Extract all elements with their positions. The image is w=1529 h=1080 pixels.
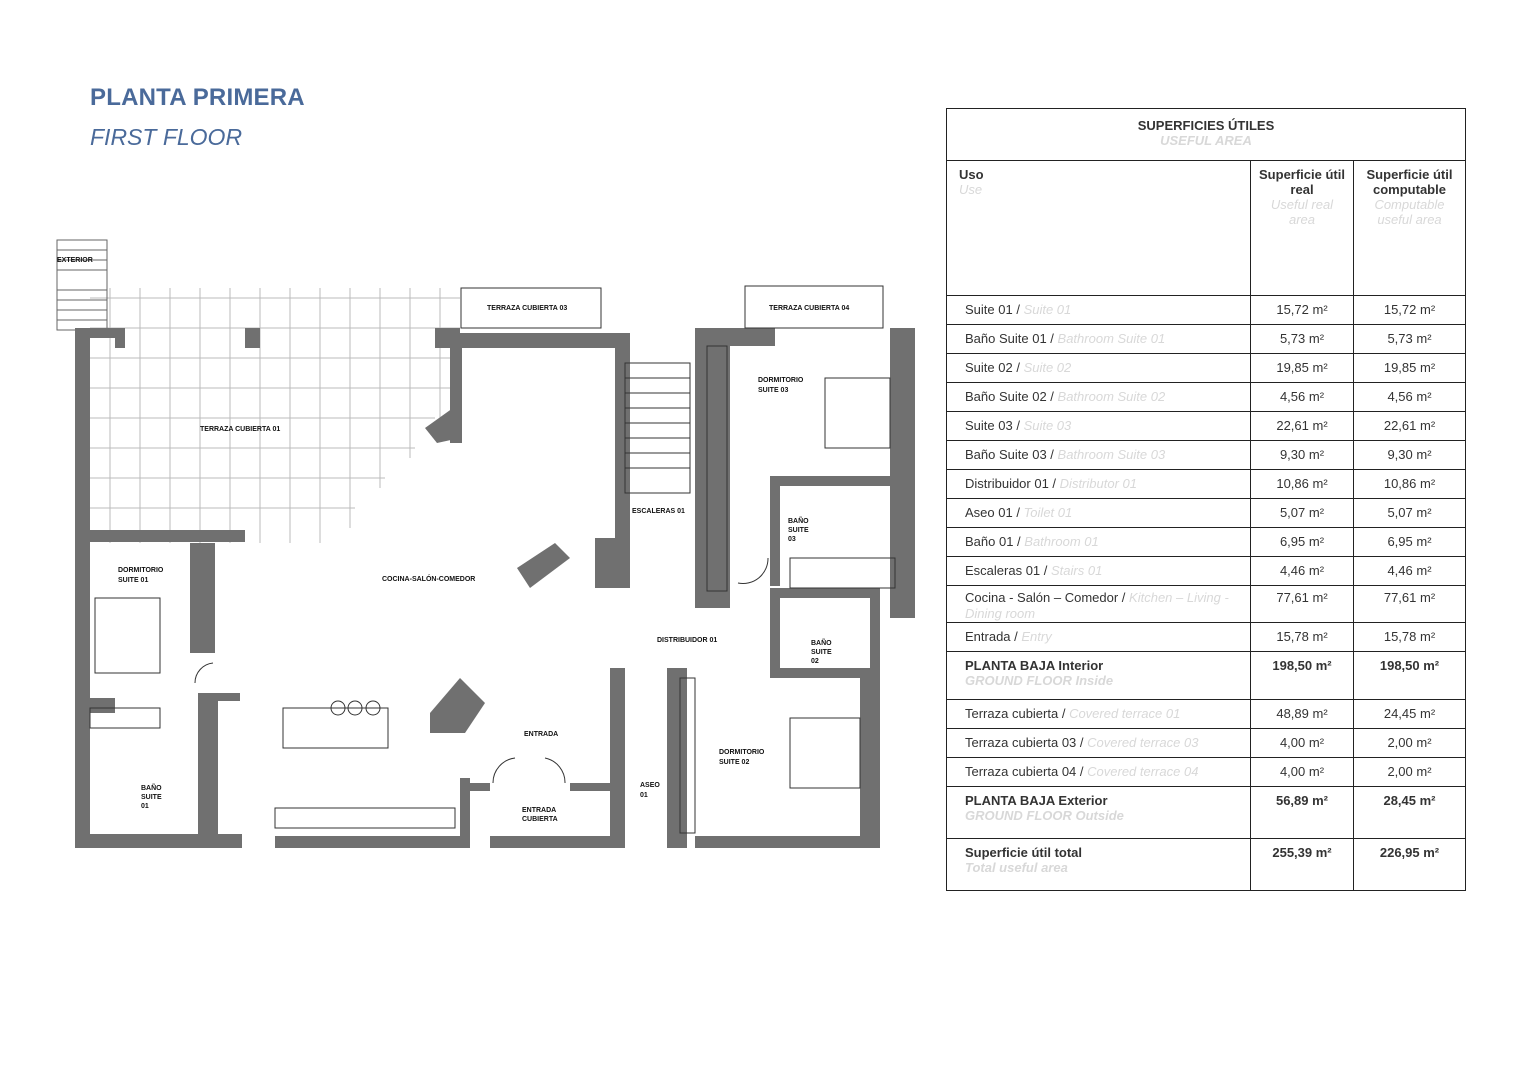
table-row — [947, 729, 1466, 758]
page-subtitle: FIRST FLOOR — [90, 124, 243, 150]
row-use — [947, 296, 1251, 325]
subtotal-interior-real: 198,50 m² — [1251, 652, 1354, 700]
row-use-es: Baño Suite 01 / — [965, 331, 1054, 346]
col-real-label-en: Useful real area — [1270, 197, 1334, 227]
table-row — [947, 325, 1466, 354]
row-comp: 15,72 m² — [1354, 296, 1466, 325]
row-comp: 15,78 m² — [1354, 623, 1466, 652]
row-real: 4,00 m² — [1251, 729, 1354, 758]
row-comp: 19,85 m² — [1354, 354, 1466, 383]
col-comp-label: Superficie útil computable — [1366, 167, 1453, 197]
label-escaleras: ESCALERAS 01 — [632, 508, 685, 515]
row-use — [947, 354, 1251, 383]
row-comp: 24,45 m² — [1354, 700, 1466, 729]
label-terraza-04: TERRAZA CUBIERTA 04 — [769, 305, 850, 312]
total-real: 255,39 m² — [1251, 839, 1354, 891]
label-bano-suite-02-b: SUITE — [811, 649, 832, 656]
table-row — [947, 623, 1466, 652]
row-use-en: Suite 02 — [1023, 360, 1072, 375]
total-row — [947, 839, 1466, 891]
table-row — [947, 470, 1466, 499]
subtotal-interior-label-en: GROUND FLOOR Inside — [965, 673, 1114, 688]
row-comp: 6,95 m² — [1354, 528, 1466, 557]
row-real: 5,73 m² — [1251, 325, 1354, 354]
row-real: 10,86 m² — [1251, 470, 1354, 499]
row-real: 48,89 m² — [1251, 700, 1354, 729]
row-comp: 22,61 m² — [1354, 412, 1466, 441]
table-row — [947, 557, 1466, 586]
col-use-label-en: Use — [959, 182, 983, 197]
table-row — [947, 499, 1466, 528]
row-comp: 5,73 m² — [1354, 325, 1466, 354]
label-bano-suite-03-a: BAÑO — [788, 518, 809, 525]
label-dorm-suite-03-b: SUITE 03 — [758, 387, 789, 394]
row-use-en: Toilet 01 — [1023, 505, 1073, 520]
subtotal-interior-label: PLANTA BAJA Interior — [965, 658, 1104, 673]
table-title-cell — [947, 109, 1466, 161]
floor-plan — [55, 238, 915, 858]
row-real: 9,30 m² — [1251, 441, 1354, 470]
label-terraza-03: TERRAZA CUBIERTA 03 — [487, 305, 568, 312]
row-comp: 4,46 m² — [1354, 557, 1466, 586]
row-use-es: Aseo 01 / — [965, 505, 1020, 520]
row-use-en: Suite 01 — [1023, 302, 1072, 317]
row-use-en: Bathroom Suite 01 — [1057, 331, 1166, 346]
row-use — [947, 441, 1251, 470]
row-use-en: Bathroom Suite 02 — [1057, 389, 1166, 404]
row-use-en: Bathroom Suite 03 — [1057, 447, 1166, 462]
total-label: Superficie útil total — [965, 845, 1083, 860]
row-use-es: Baño Suite 03 / — [965, 447, 1054, 462]
row-comp: 2,00 m² — [1354, 729, 1466, 758]
row-comp: 4,56 m² — [1354, 383, 1466, 412]
row-comp: 9,30 m² — [1354, 441, 1466, 470]
label-cocina: COCINA-SALÓN-COMEDOR — [382, 576, 476, 583]
row-use-en: Covered terrace 04 — [1087, 764, 1199, 779]
exterior-stairs — [57, 240, 107, 330]
row-use-es: Entrada / — [965, 629, 1018, 644]
row-use-es: Suite 02 / — [965, 360, 1020, 375]
row-real: 4,00 m² — [1251, 758, 1354, 787]
subtotal-exterior-label: PLANTA BAJA Exterior — [965, 793, 1108, 808]
row-real: 4,56 m² — [1251, 383, 1354, 412]
row-use — [947, 623, 1251, 652]
label-entrada: ENTRADA — [524, 731, 559, 738]
row-real: 6,95 m² — [1251, 528, 1354, 557]
row-use — [947, 383, 1251, 412]
row-use-es: Terraza cubierta 03 / — [965, 735, 1084, 750]
row-use — [947, 729, 1251, 758]
label-bano-suite-01-a: BAÑO — [141, 785, 162, 792]
terrace-grid — [90, 288, 460, 543]
subtotal-exterior-real: 56,89 m² — [1251, 787, 1354, 839]
row-real: 15,72 m² — [1251, 296, 1354, 325]
row-use-es: Suite 01 / — [965, 302, 1020, 317]
row-real: 22,61 m² — [1251, 412, 1354, 441]
total-comp: 226,95 m² — [1354, 839, 1466, 891]
row-use — [947, 758, 1251, 787]
label-dorm-suite-01-a: DORMITORIO — [118, 567, 164, 574]
label-dorm-suite-03-a: DORMITORIO — [758, 377, 804, 384]
table-row — [947, 412, 1466, 441]
label-dorm-suite-02-a: DORMITORIO — [719, 749, 765, 756]
row-use — [947, 470, 1251, 499]
row-use-en: Kitchen – Living - Dining room — [965, 590, 1229, 621]
subtotal-exterior-comp: 28,45 m² — [1354, 787, 1466, 839]
col-comp-label-en: Computable useful area — [1374, 197, 1445, 227]
col-real-label: Superficie útil real — [1259, 167, 1345, 197]
subtotal-exterior-label-en: GROUND FLOOR Outside — [965, 808, 1124, 823]
label-exterior: EXTERIOR — [57, 257, 93, 264]
table-row — [947, 700, 1466, 729]
label-bano-suite-03-c: 03 — [788, 536, 796, 543]
row-real: 15,78 m² — [1251, 623, 1354, 652]
label-bano-suite-03-b: SUITE — [788, 527, 809, 534]
table-row — [947, 758, 1466, 787]
row-use-es: Terraza cubierta / — [965, 706, 1066, 721]
label-aseo-a: ASEO — [640, 782, 660, 789]
table-row — [947, 383, 1466, 412]
row-use-en: Covered terrace 03 — [1087, 735, 1199, 750]
row-use-es: Terraza cubierta 04 / — [965, 764, 1084, 779]
row-use — [947, 325, 1251, 354]
row-use — [947, 528, 1251, 557]
table-row — [947, 441, 1466, 470]
row-use-es: Suite 03 / — [965, 418, 1020, 433]
row-use-es: Baño 01 / — [965, 534, 1021, 549]
col-use-label: Uso — [959, 167, 984, 182]
table-title: SUPERFICIES ÚTILES — [1137, 118, 1275, 133]
row-use-en: Covered terrace 01 — [1069, 706, 1181, 721]
subtotal-interior-comp: 198,50 m² — [1354, 652, 1466, 700]
row-use-es: Baño Suite 02 / — [965, 389, 1054, 404]
row-use-en: Suite 03 — [1023, 418, 1072, 433]
label-bano-suite-02-c: 02 — [811, 658, 819, 665]
row-use-en: Distributor 01 — [1059, 476, 1137, 491]
area-table — [946, 108, 1466, 891]
row-use-en: Bathroom 01 — [1024, 534, 1099, 549]
subtotal-exterior-row — [947, 787, 1466, 839]
row-use-es: Distribuidor 01 / — [965, 476, 1057, 491]
label-dorm-suite-01-b: SUITE 01 — [118, 577, 149, 584]
walls — [75, 328, 915, 848]
row-use-es: Cocina - Salón – Comedor / — [965, 590, 1126, 605]
label-bano-suite-02-a: BAÑO — [811, 640, 832, 647]
row-real: 4,46 m² — [1251, 557, 1354, 586]
col-header-use — [947, 161, 1251, 296]
row-use — [947, 557, 1251, 586]
table-row — [947, 354, 1466, 383]
row-use — [947, 412, 1251, 441]
table-row — [947, 296, 1466, 325]
label-entrada-cubierta-a: ENTRADA — [522, 807, 557, 814]
label-bano-suite-01-c: 01 — [141, 803, 149, 810]
row-use-es: Escaleras 01 / — [965, 563, 1048, 578]
col-header-comp — [1354, 161, 1466, 296]
page-title: PLANTA PRIMERA — [90, 84, 305, 111]
row-use-en: Entry — [1021, 629, 1052, 644]
label-bano-suite-01-b: SUITE — [141, 794, 162, 801]
label-dorm-suite-02-b: SUITE 02 — [719, 759, 750, 766]
row-comp: 2,00 m² — [1354, 758, 1466, 787]
row-use — [947, 700, 1251, 729]
row-use-en: Stairs 01 — [1051, 563, 1103, 578]
subtotal-interior-row — [947, 652, 1466, 700]
col-header-real — [1251, 161, 1354, 296]
table-row — [947, 586, 1466, 623]
row-real: 19,85 m² — [1251, 354, 1354, 383]
table-row — [947, 528, 1466, 557]
total-label-en: Total useful area — [965, 860, 1068, 875]
row-comp: 5,07 m² — [1354, 499, 1466, 528]
row-comp: 77,61 m² — [1354, 586, 1466, 623]
row-real: 5,07 m² — [1251, 499, 1354, 528]
row-use — [947, 499, 1251, 528]
label-entrada-cubierta-b: CUBIERTA — [522, 816, 558, 823]
table-title-en: USEFUL AREA — [1160, 133, 1252, 148]
row-real: 77,61 m² — [1251, 586, 1354, 623]
row-comp: 10,86 m² — [1354, 470, 1466, 499]
label-aseo-b: 01 — [640, 792, 648, 799]
label-terraza-01: TERRAZA CUBIERTA 01 — [200, 426, 281, 433]
label-distribuidor: DISTRIBUIDOR 01 — [657, 637, 718, 644]
row-use — [947, 586, 1251, 623]
